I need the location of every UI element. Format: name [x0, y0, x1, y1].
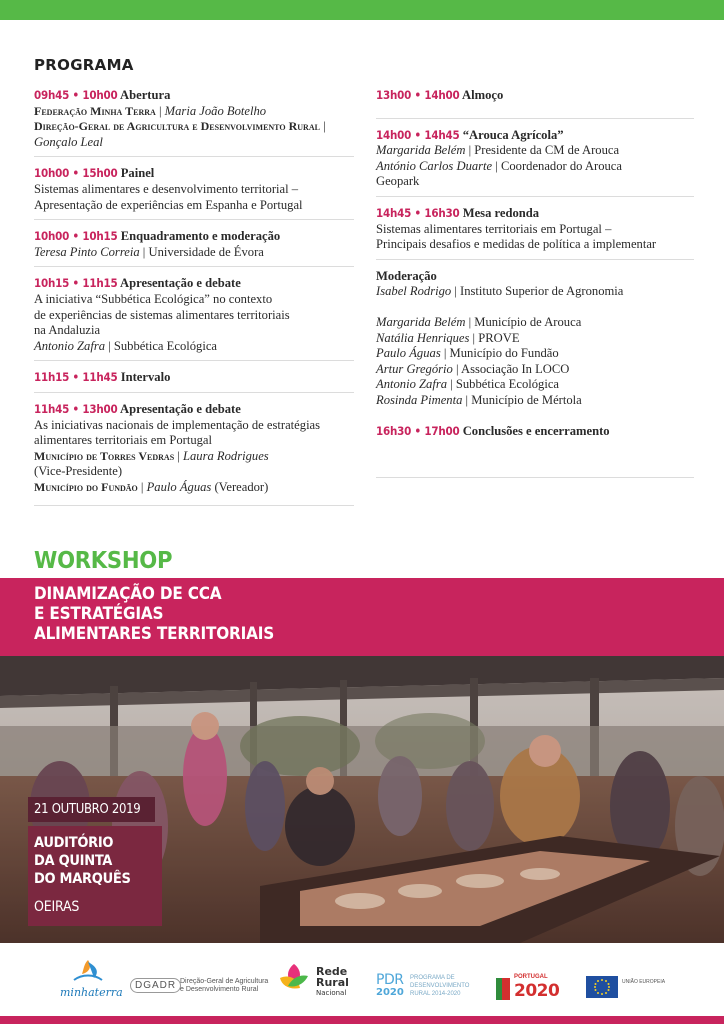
speaker-name: Isabel Rodrigo: [376, 284, 452, 299]
venue-line: DA QUINTA: [34, 853, 113, 869]
session-time: 10h00 • 10h15: [34, 229, 118, 244]
org-name: Direção-Geral de Agricultura e Desenvolvimento Rural: [34, 119, 320, 134]
dgadr-mark: DGADR: [130, 978, 181, 993]
session-enquadramento: [34, 229, 354, 267]
session-desc: Principais desafios e medidas de política a implementar: [376, 237, 657, 252]
session-time: 14h45 • 16h30: [376, 205, 460, 220]
session-intervalo: [34, 370, 354, 393]
pdr-year: 2020: [376, 987, 404, 998]
session-time: 13h00 • 14h00: [376, 88, 460, 102]
top-green-bar: [0, 0, 724, 20]
org-name: Federação Minha Terra: [34, 103, 156, 118]
venue-line: AUDITÓRIO: [34, 835, 114, 851]
eu-logo: [586, 976, 686, 1006]
pdr-text: PROGRAMA DE: [410, 975, 455, 981]
speaker-name: Rosinda Pimenta: [376, 392, 463, 407]
minha-terra-logo: [60, 958, 123, 1008]
program-left-column: [34, 88, 354, 515]
session-title: Painel: [120, 166, 155, 181]
speaker-role: (Vereador): [211, 479, 269, 494]
session-time: 11h15 • 11h45: [34, 370, 118, 385]
workshop-subtitle-line: E ESTRATÉGIAS: [34, 604, 164, 624]
session-desc: A iniciativa “Subbética Ecológica” no contexto: [34, 291, 273, 306]
speaker-affiliation: | PROVE: [469, 330, 520, 345]
speaker-affiliation: | Universidade de Évora: [139, 244, 264, 259]
session-abertura: [34, 88, 354, 157]
speaker-affiliation: | Município do Fundão: [440, 346, 559, 361]
session-desc: de experiências de sistemas alimentares territoriais: [34, 307, 290, 322]
rede-rural-logo: [276, 956, 356, 1008]
session-arouca: [376, 128, 694, 197]
speaker-name: Laura Rodrigues: [182, 448, 269, 463]
program-right-column: [376, 88, 694, 487]
speaker-name: Paulo Águas: [146, 479, 212, 494]
speaker-name: Paulo Águas: [376, 346, 441, 361]
workshop-title: WORKSHOP: [34, 548, 173, 574]
pdr2020-logo: [376, 972, 486, 1006]
session-apresentacao-1: [34, 276, 354, 361]
separator: |: [174, 448, 183, 463]
speaker-affiliation: | Instituto Superior de Agronomia: [451, 284, 624, 299]
separator: |: [155, 103, 165, 118]
org-name: Município de Torres Vedras: [34, 448, 175, 463]
session-title: Apresentação e debate: [120, 276, 241, 291]
session-time: 14h00 • 14h45: [376, 127, 460, 142]
session-title: Conclusões e encerramento: [462, 423, 610, 438]
speaker-name: Antonio Zafra: [34, 338, 106, 353]
session-desc: Sistemas alimentares territoriais em Portugal –: [376, 221, 612, 236]
session-desc: Sistemas alimentares e desenvolvimento territorial –: [34, 181, 299, 196]
speaker-name: Artur Gregório: [376, 361, 453, 376]
speaker-name: Margarida Belém: [376, 143, 466, 158]
workshop-subtitle-line: ALIMENTARES TERRITORIAIS: [34, 624, 275, 644]
session-painel: [34, 166, 354, 220]
eu-flag-icon: [586, 976, 618, 998]
programa-title: PROGRAMA: [34, 56, 134, 74]
session-title: Moderação: [376, 268, 437, 283]
portugal-flag-icon: [496, 978, 510, 1000]
speaker-name: Maria João Botelho: [164, 103, 267, 118]
session-time: 16h30 • 17h00: [376, 423, 460, 438]
session-title: Apresentação e debate: [120, 401, 241, 416]
session-desc: na Andaluzia: [34, 323, 101, 338]
speaker-affiliation: | Associação In LOCO: [452, 361, 570, 376]
session-title: “Arouca Agrícola”: [462, 127, 564, 142]
workshop-subtitle: [34, 584, 274, 644]
minha-terra-text: minhaterra: [60, 986, 123, 999]
rede-rural-text: [316, 966, 349, 999]
pdr-mark: PDR: [376, 972, 404, 988]
rede-rural-icon: [276, 960, 312, 1000]
separator: |: [319, 119, 326, 134]
session-moderacao: [376, 269, 694, 415]
session-mesa-redonda: [376, 206, 694, 260]
portugal2020-logo: [496, 972, 576, 1006]
session-title: Abertura: [120, 88, 171, 102]
pdr-text: RURAL 2014-2020: [410, 991, 461, 997]
session-title: Intervalo: [120, 370, 171, 385]
portugal-2020: 2020: [514, 981, 560, 1001]
speaker-name: Teresa Pinto Correia: [34, 244, 140, 259]
pdr-text: DESENVOLVIMENTO: [410, 983, 470, 989]
partner-logos: [0, 950, 724, 1014]
event-venue: [28, 826, 162, 926]
org-name: Município do Fundão: [34, 479, 138, 494]
speaker-affiliation: | Subbética Ecológica: [447, 377, 560, 392]
session-almoco: [376, 88, 694, 119]
dgadr-text: e Desenvolvimento Rural: [180, 986, 259, 993]
speaker-name: António Carlos Duarte: [376, 158, 493, 173]
workshop-subtitle-line: DINAMIZAÇÃO DE CCA: [34, 584, 222, 604]
session-title: Mesa redonda: [462, 205, 540, 220]
rede-rural-word: Nacional: [316, 989, 347, 997]
speaker-affiliation: | Presidente da CM de Arouca: [465, 143, 620, 158]
speaker-affiliation: | Subbética Ecológica: [105, 338, 218, 353]
session-desc: alimentares territoriais em Portugal: [34, 433, 213, 448]
bottom-magenta-bar: [0, 1016, 724, 1024]
session-desc: Apresentação de experiências em Espanha e Portugal: [34, 197, 303, 212]
speaker-affiliation: | Município de Mértola: [462, 392, 582, 407]
session-time: 10h00 • 15h00: [34, 166, 118, 181]
dgadr-logo: [130, 976, 269, 1006]
venue-city: OEIRAS: [34, 899, 80, 915]
rede-rural-word: Rural: [316, 976, 349, 989]
speaker-affiliation: Geopark: [376, 174, 420, 189]
session-desc: As iniciativas nacionais de implementação de estratégias: [34, 417, 321, 432]
minha-terra-icon: [68, 958, 108, 984]
speaker-name: Antonio Zafra: [376, 377, 448, 392]
eu-label: UNIÃO EUROPEIA: [622, 979, 666, 985]
session-time: 10h15 • 11h15: [34, 276, 118, 291]
session-time: 09h45 • 10h00: [34, 88, 118, 102]
rede-rural-word: Rede: [316, 965, 348, 978]
speaker-role: (Vice-Presidente): [34, 464, 123, 479]
speaker-affiliation: | Município de Arouca: [465, 314, 582, 329]
session-apresentacao-2: [34, 402, 354, 507]
speaker-name: Natália Henriques: [376, 330, 470, 345]
dgadr-text: Direção-Geral de Agricultura: [180, 978, 269, 985]
portugal-label: PORTUGAL: [514, 974, 548, 980]
session-time: 11h45 • 13h00: [34, 401, 118, 416]
venue-line: DO MARQUÊS: [34, 871, 131, 887]
speaker-name: Margarida Belém: [376, 314, 466, 329]
speaker-affiliation: | Coordenador do Arouca: [492, 158, 622, 173]
session-title: Enquadramento e moderação: [120, 229, 281, 244]
event-date: 21 OUTUBRO 2019: [28, 797, 155, 822]
separator: |: [137, 479, 147, 494]
session-conclusoes: [376, 424, 694, 479]
speaker-name: Gonçalo Leal: [34, 134, 103, 149]
session-title: Almoço: [462, 88, 504, 102]
